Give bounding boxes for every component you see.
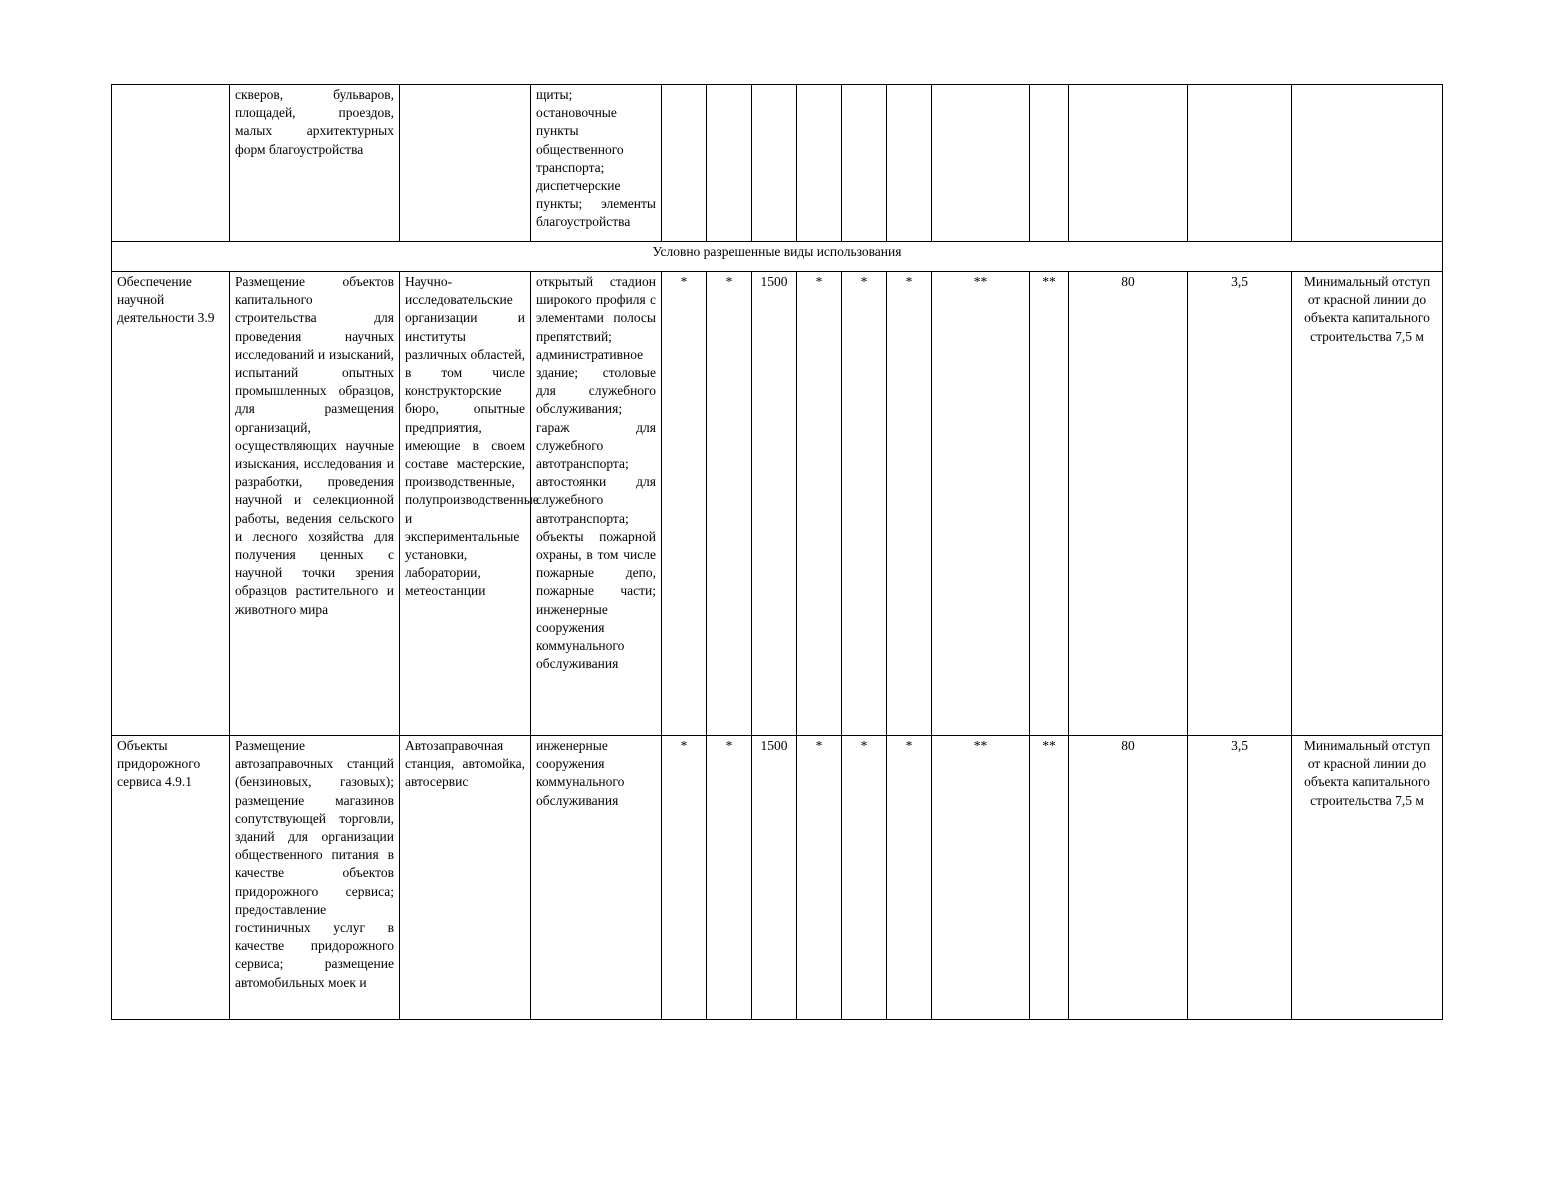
param-cell: * <box>842 272 887 736</box>
param-cell: * <box>797 272 842 736</box>
param-cell: 80 <box>1069 736 1188 1020</box>
param-cell: * <box>707 736 752 1020</box>
section-title: Условно разрешенные виды использования <box>112 242 1443 272</box>
param-cell <box>1188 85 1292 242</box>
param-cell: * <box>842 736 887 1020</box>
param-cell: * <box>662 736 707 1020</box>
param-cell: 3,5 <box>1188 272 1292 736</box>
param-cell: 1500 <box>752 736 797 1020</box>
param-cell: * <box>797 736 842 1020</box>
param-cell: ** <box>1030 272 1069 736</box>
param-cell: 80 <box>1069 272 1188 736</box>
table-row <box>112 85 1443 242</box>
description-cell: Размещение объектов капитального строительства для проведения научных исследований и изысканий, испытаний опытных промышленных образцов, для размещения организаций, осуществляющих научные изыскания, исследования и разработки, проведения научной и селекционной работы, ведения сельского и лесного хозяйства для получения ценных с научной точки зрения образцов растительного и животного мира <box>230 272 400 736</box>
description-cell: скверов, бульваров, площадей, проездов, малых архитектурных форм благоустройства <box>230 85 400 242</box>
param-cell: 3,5 <box>1188 736 1292 1020</box>
param-cell <box>662 85 707 242</box>
table-row <box>112 272 1443 736</box>
param-cell: ** <box>932 272 1030 736</box>
param-cell <box>887 85 932 242</box>
auxiliary-cell: инженерные сооружения коммунального обслуживания <box>531 736 662 1020</box>
param-cell <box>842 85 887 242</box>
param-cell: * <box>887 736 932 1020</box>
param-cell <box>932 85 1030 242</box>
use-name-cell: Объекты придорожного сервиса 4.9.1 <box>112 736 230 1020</box>
param-cell <box>1030 85 1069 242</box>
use-name-cell <box>112 85 230 242</box>
auxiliary-cell: открытый стадион широкого профиля с элементами полосы препятствий; административное здание; столовые для служебного обслуживания; гараж для служебного автотранспорта; автостоянки для служебного автотранспорта; объекты пожарной охраны, в том числе пожарные депо, пожарные части; инженерные сооружения коммунального обслуживания <box>531 272 662 736</box>
objects-cell <box>400 85 531 242</box>
param-cell <box>1069 85 1188 242</box>
param-cell <box>752 85 797 242</box>
use-name-cell: Обеспечение научной деятельности 3.9 <box>112 272 230 736</box>
param-cell: * <box>707 272 752 736</box>
param-cell <box>707 85 752 242</box>
restrictions-cell: Минимальный отступ от красной линии до объекта капитального строительства 7,5 м <box>1292 736 1443 1020</box>
param-cell: 1500 <box>752 272 797 736</box>
objects-cell: Автозаправочная станция, автомойка, автосервис <box>400 736 531 1020</box>
zoning-table <box>111 84 1443 1020</box>
param-cell: ** <box>1030 736 1069 1020</box>
restrictions-cell <box>1292 85 1443 242</box>
table-row <box>112 736 1443 1020</box>
param-cell: * <box>662 272 707 736</box>
objects-cell: Научно-исследовательские организации и институты различных областей, в том числе конструкторские бюро, опытные предприятия, имеющие в своем составе мастерские, производственные, полупроизводственные и экспериментальные установки, лаборатории, метеостанции <box>400 272 531 736</box>
param-cell: ** <box>932 736 1030 1020</box>
restrictions-cell: Минимальный отступ от красной линии до объекта капитального строительства 7,5 м <box>1292 272 1443 736</box>
description-cell: Размещение автозаправочных станций (бензиновых, газовых); размещение магазинов сопутствующей торговли, зданий для организации общественного питания в качестве объектов придорожного сервиса; предоставление гостиничных услуг в качестве придорожного сервиса; размещение автомобильных моек и <box>230 736 400 1020</box>
section-header-row <box>112 242 1443 272</box>
auxiliary-cell: щиты; остановочные пункты общественного транспорта; диспетчерские пункты; элементы благоустройства <box>531 85 662 242</box>
param-cell <box>797 85 842 242</box>
param-cell: * <box>887 272 932 736</box>
